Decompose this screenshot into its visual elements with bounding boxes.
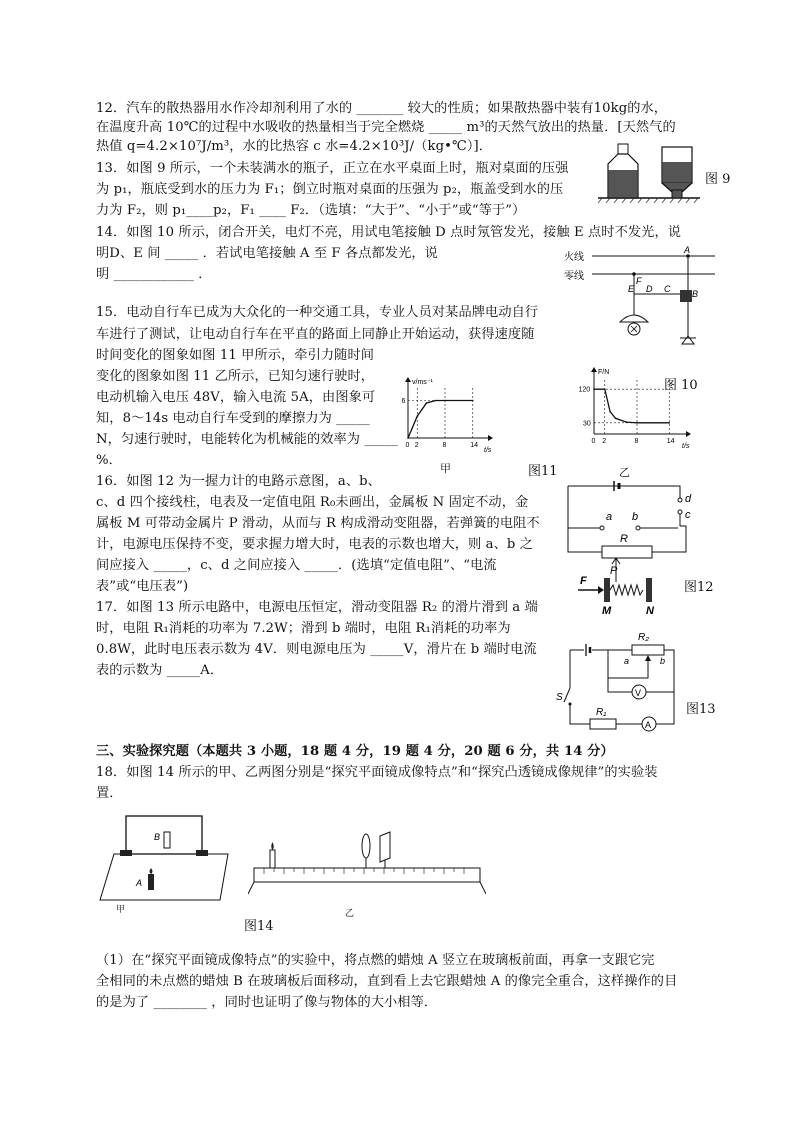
terminal-c-label: c: [685, 509, 691, 521]
data-point: [407, 437, 409, 439]
figure-14-label: 图14: [244, 919, 274, 934]
r2-label: R₂: [638, 632, 650, 643]
candle-a-label: A: [136, 878, 143, 888]
q15-line8: %．: [96, 453, 122, 468]
plate-n-label: N: [646, 605, 654, 617]
q14-line1: 14．如图 10 所示，闭合开关，电灯不亮，用试电笔接触 D 点时氖管发光，接触 E 点时不发光，说: [96, 225, 682, 240]
figure-9-label: 图 9: [705, 172, 731, 187]
y-tick-label: 30: [583, 420, 591, 428]
data-point: [444, 400, 446, 402]
figure-13-label: 图13: [686, 702, 716, 717]
switch-s-label: S: [556, 692, 563, 703]
data-point: [593, 388, 595, 390]
point-e-label: E: [628, 284, 635, 294]
x-axis-arrow: [686, 431, 691, 437]
figure-14-yi-label: 乙: [345, 909, 355, 919]
data-point: [636, 422, 638, 424]
q13-line3: 力为 F₂，则 p₁____p₂，F₁ ____ F₂．（选填：“大于”、“小于”或“等于”）: [96, 203, 526, 218]
q12-line2: 在温度升高 10℃的过程中水吸收的热量相当于完全燃烧 _____ m³的天然气放出的热量．[天然气的: [96, 120, 676, 135]
q16-line5: 间应接入 _____，c、d 之间应接入 _____．(选填“定值电阻”、“电流: [96, 558, 497, 573]
point-f-label: F: [636, 276, 642, 286]
q15-line6: 知，8～14s 电动自行车受到的摩擦力为 _____: [96, 411, 370, 426]
y-tick-label: 120: [578, 386, 591, 394]
x-tick-label: 2: [414, 442, 419, 449]
q14-line3: 明 ____________ ．: [96, 267, 212, 282]
data-point: [615, 418, 617, 420]
q15-line7: N，匀速行驶时，电能转化为机械能的效率为 _____: [96, 432, 398, 447]
figure-14-yi-bench: [248, 828, 486, 900]
q16-line1: 16．如图 12 为一握力计的电路示意图，a、b、: [96, 474, 381, 489]
figure-13-circuit: [556, 628, 686, 736]
x-tick-label: 8: [442, 442, 447, 449]
figure-11-label: 图11: [528, 464, 558, 479]
x-tick-label: 2: [602, 438, 607, 445]
data-point: [426, 402, 428, 404]
terminal-d-label: d: [685, 493, 692, 505]
figure-11-yi-chart: [570, 366, 700, 464]
x-axis-label: t/s: [484, 447, 492, 454]
x-axis-arrow: [488, 435, 493, 441]
q17-line4: 表的示数为 _____A．: [96, 663, 224, 678]
resistor-r-label: R: [620, 533, 628, 545]
q17-line3: 0.8W，此时电压表示数为 4V．则电源电压为 _____V，滑片在 b 端时电流: [96, 642, 537, 657]
terminal-b-label: b: [632, 511, 639, 523]
rheostat-a-label: a: [624, 656, 630, 666]
point-c-label: C: [664, 284, 671, 294]
x-tick-label: 8: [634, 438, 639, 445]
point-a-label: A: [684, 246, 691, 255]
x-tick-label: 0: [591, 438, 596, 445]
data-point: [625, 421, 627, 423]
r1-label: R₁: [596, 707, 607, 718]
q16-line6: 表”或“电压表”): [96, 579, 189, 594]
data-point: [668, 422, 670, 424]
series-line: [594, 389, 669, 423]
y-tick-label: 6: [401, 398, 406, 405]
figure-9-bottles: [596, 142, 702, 204]
q12-line1: 12．汽车的散热器用水作冷却剂利用了水的 _______ 较大的性质；如果散热器中装有10kg的水，: [96, 101, 668, 116]
neutral-line-label: 零线: [564, 271, 584, 282]
y-axis-label: F/N: [598, 369, 610, 376]
data-point: [472, 400, 474, 402]
q18-part1-line2: 全相同的未点燃的蜡烛 B 在玻璃板后面移动，直到看上去它跟蜡烛 A 的像完全重合，这样操作的目: [96, 974, 678, 989]
x-tick-label: 14: [470, 442, 479, 449]
point-d-label: D: [646, 284, 653, 294]
slider-p-label: P: [610, 565, 618, 577]
data-point: [416, 415, 418, 417]
q15-line5: 电动机输入电压 48V，输入电流 5A，由图象可: [96, 390, 376, 405]
plate-m-label: M: [602, 605, 612, 617]
figure-14-jia-label: 甲: [116, 905, 126, 915]
figure-10-circuit: [560, 246, 720, 356]
x-axis-label: t/s: [682, 443, 690, 450]
data-point: [435, 400, 437, 402]
q13-line2: 为 p₁，瓶底受到水的压力为 F₁；倒立时瓶对桌面的压强为 p₂，瓶盖受到水的压: [96, 182, 564, 197]
q13-line1: 13．如图 9 所示，一个未装满水的瓶子，正立在水平桌面上时，瓶对桌面的压强: [96, 161, 569, 176]
q18-part1-line3: 的是为了 ________ ，同时也证明了像与物体的大小相等．: [96, 995, 438, 1010]
q18-line1: 18．如图 14 所示的甲、乙两图分别是“探究平面镜成像特点”和“探究凸透镜成像规律”的实验装: [96, 765, 658, 780]
series-line: [408, 401, 473, 439]
q15-line3: 时间变化的图象如图 11 甲所示，牵引力随时间: [96, 348, 375, 363]
candle-b-label: B: [154, 832, 161, 842]
force-f-label: F: [580, 575, 587, 587]
point-b-label: B: [692, 289, 699, 299]
figure-11-jia-chart: [394, 370, 498, 464]
x-tick-label: 14: [666, 438, 675, 445]
q16-line4: 计，电源电压保持不变，要求握力增大时，电表的示数也增大，则 a、b 之: [96, 537, 533, 552]
q16-line2: c、d 四个接线柱，电表及一定值电阻 R₀未画出，金属板 N 固定不动，金: [96, 495, 529, 510]
figure-12-label: 图12: [684, 580, 714, 595]
q14-line2: 明D、E 间 _____ ．若试电笔接触 A 至 F 各点都发光，说: [96, 246, 438, 261]
figure-11-yi-label: 乙: [619, 466, 630, 479]
q15-line4: 变化的图象如图 11 乙所示，已知匀速行驶时，: [96, 369, 375, 384]
q15-line2: 车进行了测试，让电动自行车在平直的路面上同静止开始运动，获得速度随: [96, 327, 535, 342]
section-3-title: 三、实验探究题（本题共 3 小题，18 题 4 分，19 题 4 分，20 题 6 分，共 14 分）: [96, 744, 614, 759]
y-axis-arrow: [591, 367, 597, 372]
y-axis-label: v/ms⁻¹: [412, 379, 433, 386]
q12-line3: 热值 q=4.2×10⁷J/m³，水的比热容 c 水=4.2×10³J/（kg•℃）]．: [96, 139, 493, 154]
figure-14-jia-mirror: [96, 812, 236, 904]
figure-10-label: 图 10: [664, 378, 698, 393]
y-axis-arrow: [405, 377, 411, 382]
fire-line-label: 火线: [564, 252, 584, 263]
data-point: [609, 411, 611, 413]
q18-part1-line1: （1）在“探究平面镜成像特点”的实验中，将点燃的蜡烛 A 竖立在玻璃板前面，再拿一支跟它完: [96, 953, 655, 968]
figure-12-circuit: [560, 478, 700, 618]
q17-line2: 时，电阻 R₁消耗的功率为 7.2W；滑到 b 端时，电阻 R₁消耗的功率为: [96, 621, 511, 636]
q18-line2: 置．: [96, 786, 123, 801]
x-tick-label: 0: [405, 442, 410, 449]
voltmeter-v-label: V: [635, 688, 642, 698]
figure-11-jia-label: 甲: [440, 462, 451, 475]
q17-line1: 17．如图 13 所示电路中，电源电压恒定，滑动变阻器 R₂ 的滑片滑到 a 端: [96, 600, 538, 615]
ammeter-a-label: A: [645, 720, 652, 730]
terminal-a-label: a: [606, 511, 613, 523]
q16-line3: 属板 M 可带动金属片 P 滑动，从而与 R 构成滑动变阻器，若弹簧的电阻不: [96, 516, 540, 531]
q15-line1: 15．电动自行车已成为大众化的一种交通工具，专业人员对某品牌电动自行: [96, 305, 539, 320]
rheostat-b-label: b: [660, 656, 666, 666]
data-point: [604, 388, 606, 390]
